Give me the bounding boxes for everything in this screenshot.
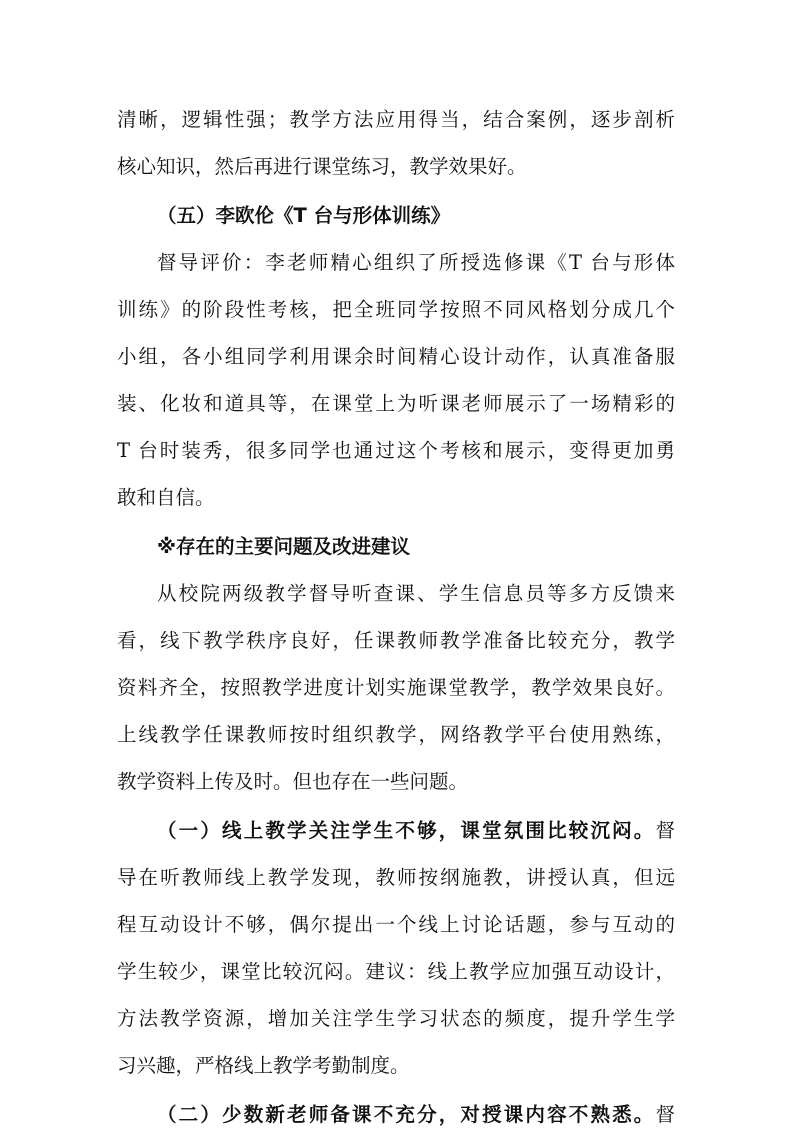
issue-1-title: （一）线上教学关注学生不够，课堂氛围比较沉闷。 — [157, 819, 656, 842]
issue-2-title: （二）少数新老师备课不充分，对授课内容不熟悉。 — [157, 1103, 656, 1126]
issue-1-title-line — [117, 807, 675, 854]
paragraph-line: 上线教学任课教师按时组织教学，网络教学平台使用熟练， — [117, 723, 675, 746]
paragraph-line: 习兴趣，严格线上教学考勤制度。 — [117, 1054, 410, 1077]
issue-2-title-tail: 督 — [655, 1103, 675, 1126]
paragraph-line: 装、化妆和道具等，在课堂上为听课老师展示了一场精彩的 — [117, 392, 675, 415]
issue-2-title-line — [117, 1091, 675, 1138]
paragraph-line: 方法教学资源，增加关注学生学习状态的频度，提升学生学 — [117, 1007, 675, 1030]
paragraph-line: 学生较少，课堂比较沉闷。建议：线上教学应加强互动设计， — [117, 960, 675, 983]
paragraph-line: 小组，各小组同学利用课余时间精心设计动作，认真准备服 — [117, 345, 675, 368]
paragraph-line: 程互动设计不够，偶尔提出一个线上讨论话题，参与互动的 — [117, 913, 675, 936]
paragraph-line: 敢和自信。 — [117, 486, 215, 509]
issues-heading: ※存在的主要问题及改进建议 — [157, 535, 410, 558]
paragraph-line: 督导评价：李老师精心组织了所授选修课《T 台与形体 — [157, 251, 675, 274]
paragraph-line: 清晰，逻辑性强；教学方法应用得当，结合案例，逐步剖析 — [117, 108, 675, 131]
issue-1-title-tail: 督 — [655, 819, 675, 842]
paragraph-line: 训练》的阶段性考核，把全班同学按照不同风格划分成几个 — [117, 298, 675, 321]
paragraph-line: 导在听教师线上教学发现，教师按纲施教，讲授认真，但远 — [117, 866, 675, 889]
paragraph-line: 核心知识，然后再进行课堂练习，教学效果好。 — [117, 155, 527, 178]
paragraph-line: T 台时装秀，很多同学也通过这个考核和展示，变得更加勇 — [117, 439, 675, 462]
document-body — [117, 96, 675, 1138]
paragraph-line: 资料齐全，按照教学进度计划实施课堂教学，教学效果良好。 — [117, 676, 675, 699]
paragraph-line: 教学资料上传及时。但也存在一些问题。 — [117, 770, 469, 793]
paragraph-line: 从校院两级教学督导听查课、学生信息员等多方反馈来 — [157, 582, 675, 605]
section-heading-5: （五）李欧伦《T 台与形体训练》 — [157, 204, 451, 227]
paragraph-line: 看，线下教学秩序良好，任课教师教学准备比较充分，教学 — [117, 629, 675, 652]
